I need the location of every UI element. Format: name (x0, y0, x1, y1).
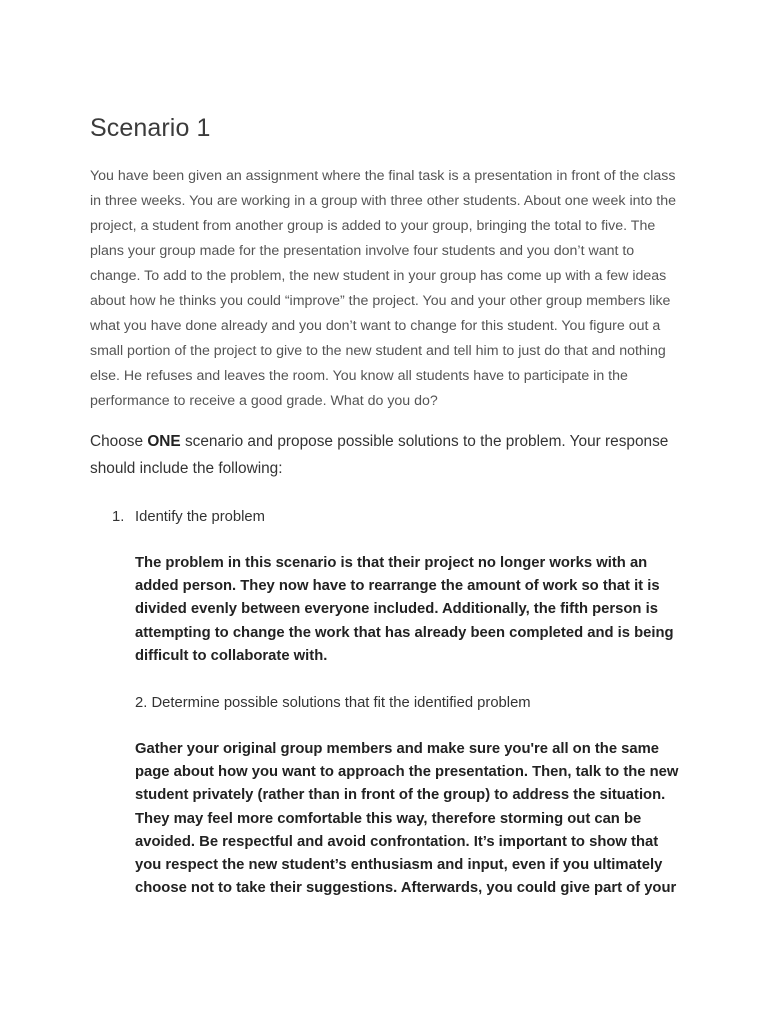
scenario-paragraph: You have been given an assignment where the final task is a presentation in front of the class in three weeks. You are working in a group with three other students. About one week into the project, a student from another group is added to your group, bringing the total to five. The plans your group made for the presentation involve four students and you don’t want to change. To add to the problem, the new student in your group has come up with a few ideas about how he thinks you could “improve” the project. You and your other group members like what you have done already and you don’t want to change for this student. You figure out a small portion of the project to give to the new student and tell him to just do that and nothing else. He refuses and leaves the room. You know all students have to participate in the performance to receive a good grade. What do you do? (90, 168, 677, 409)
page-title: Scenario 1 (90, 114, 211, 142)
step-1-label: Identify the problem (135, 509, 265, 525)
step-2-label: 2. Determine possible solutions that fit the identified problem (135, 695, 531, 712)
instructions-suffix: scenario and propose possible solutions to the problem. Your response should include the following: (90, 433, 669, 477)
step-1-number: 1. (112, 509, 125, 525)
instructions-prefix: Choose (90, 433, 148, 450)
response-list (90, 506, 690, 900)
document-page (90, 112, 690, 900)
step-2-answer: Gather your original group members and make sure you're all on the same page about how you want to approach the presentation. Then, talk to the new student privately (rather than in front of the group) to address the situation. They may feel more comfortable this way, therefore storming out can be avoided. Be respectful and avoid confrontation. It’s important to show that you respect the new student’s enthusiasm and input, even if you ultimately choose not to take their suggestions. Afterwards, you could give part of your (135, 741, 679, 897)
step-1 (112, 506, 690, 528)
instructions-emphasis: ONE (147, 433, 181, 450)
step-1-answer: The problem in this scenario is that their project no longer works with an added person. They now have to rearrange the amount of work so that it is divided evenly between everyone included. Additionally, the fifth person is attempting to change the work that has already been completed and is being difficult to collaborate with. (135, 555, 674, 664)
instructions-paragraph (90, 428, 670, 482)
